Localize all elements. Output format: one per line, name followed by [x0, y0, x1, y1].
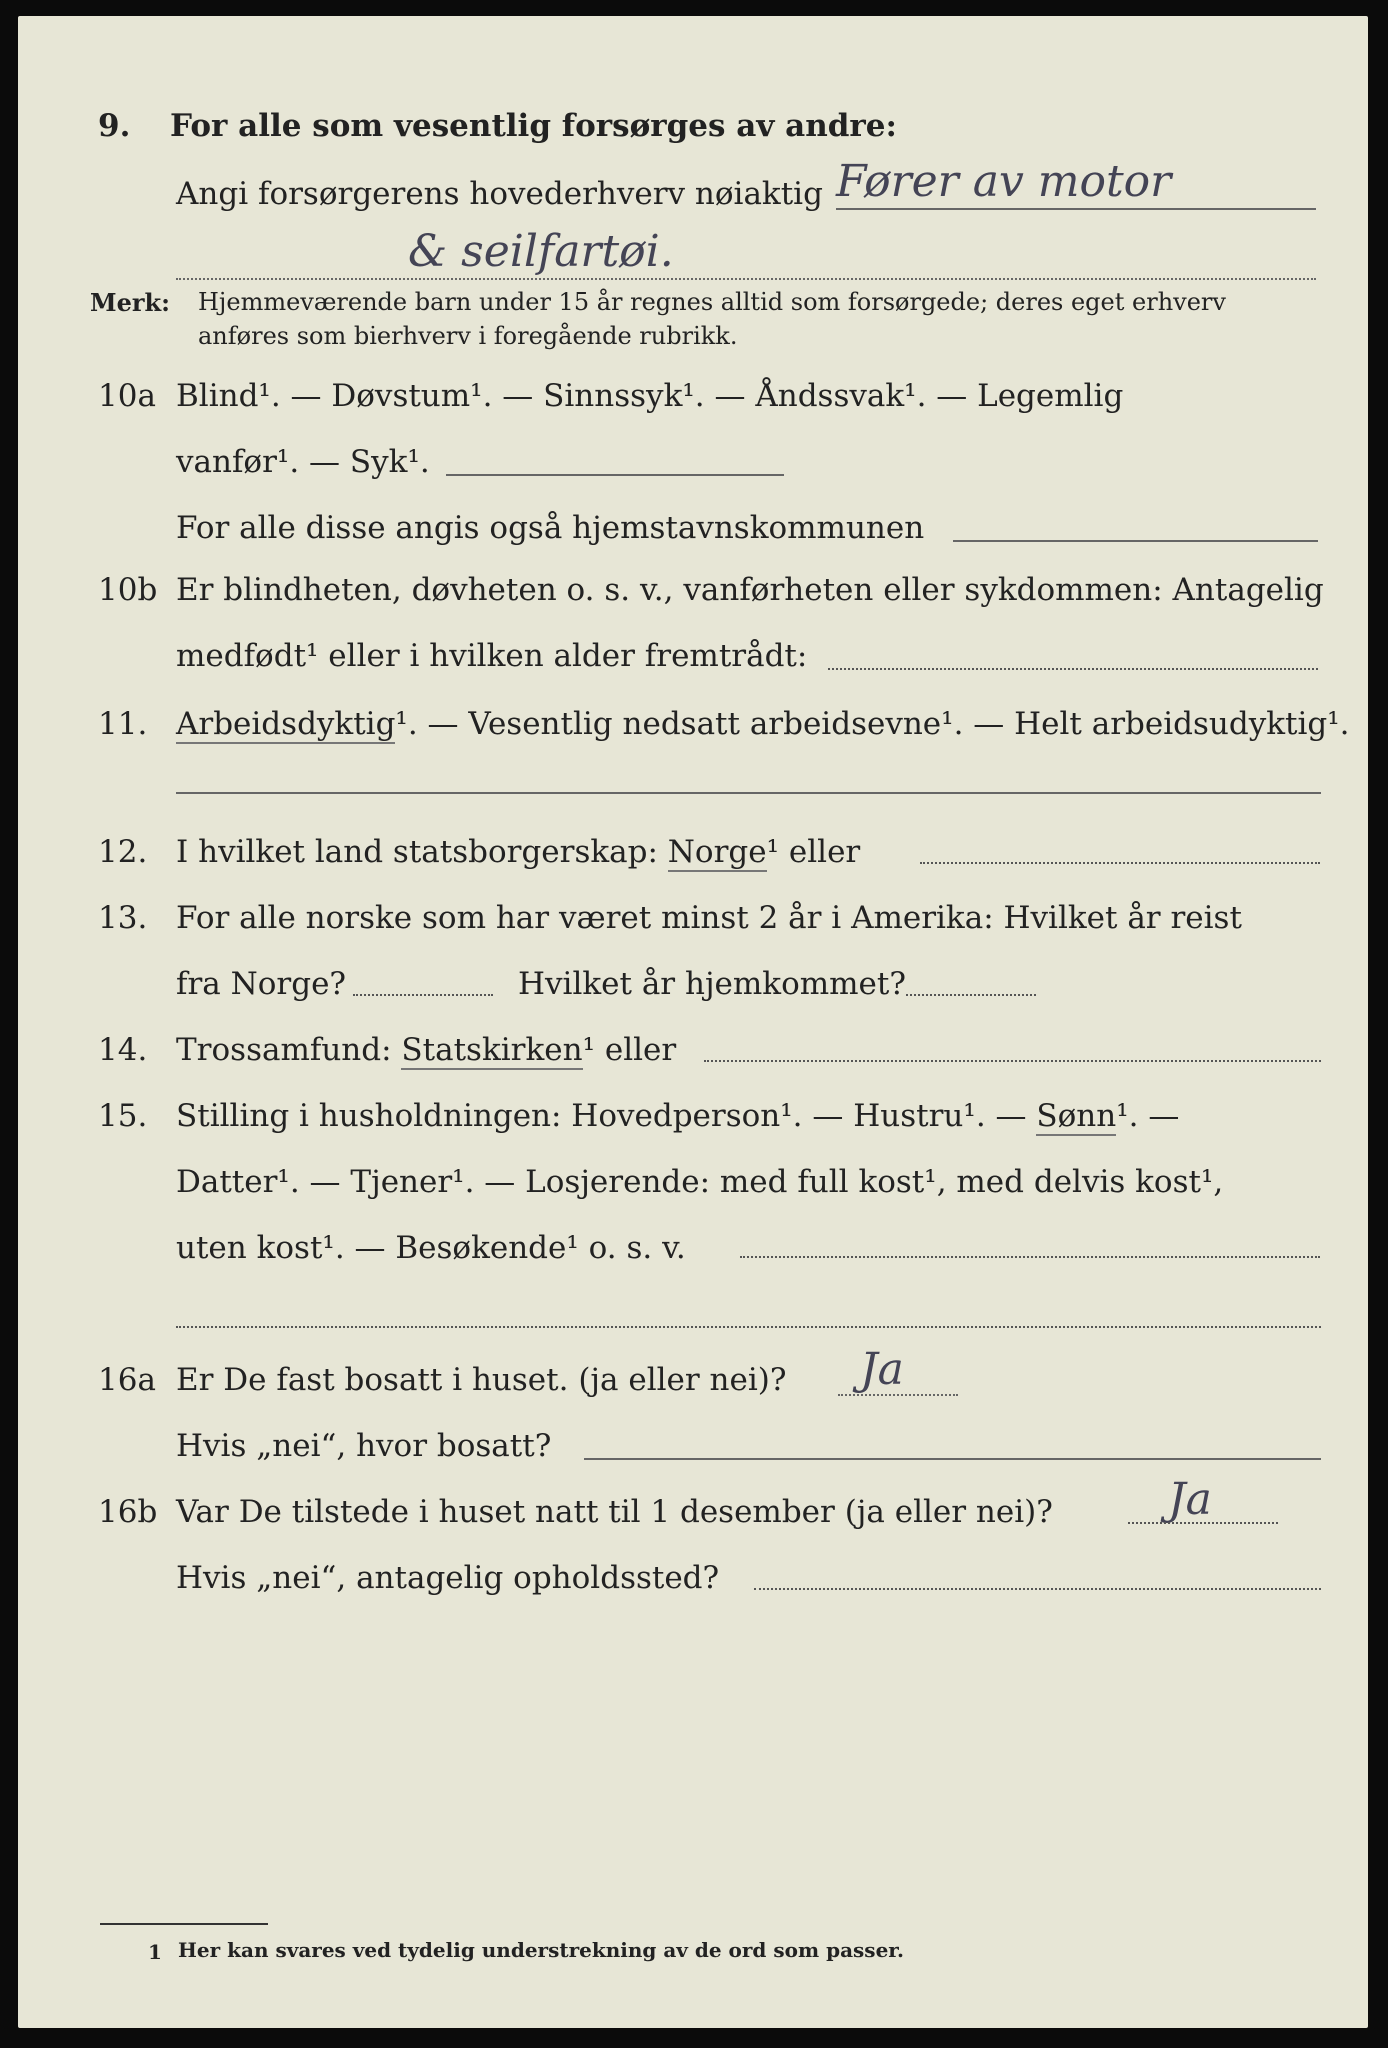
q16b-handwritten-answer: Ja	[1168, 1474, 1212, 1525]
q9-number: 9.	[98, 108, 131, 144]
q14-text	[176, 1032, 676, 1068]
q15-line-3: uten kost¹. — Besøkende¹ o. s. v.	[176, 1230, 686, 1266]
q14-rest: ¹ eller	[582, 1032, 677, 1068]
q15-line-1a: Stilling i husholdningen: Hovedperson¹. — Hustru¹. —	[176, 1098, 1027, 1134]
q16b-answer-line	[1128, 1522, 1278, 1524]
q14-number: 14.	[98, 1032, 148, 1068]
q9-handwritten-answer-2: & seilfartøi.	[408, 226, 674, 277]
q10b-answer-line	[828, 668, 1318, 670]
q10a-line-2: vanfør¹. — Syk¹.	[176, 444, 430, 480]
q12-number: 12.	[98, 834, 148, 870]
q15-number: 15.	[98, 1098, 148, 1134]
q16b-line-1: Var De tilstede i huset natt til 1 desember (ja eller nei)?	[176, 1494, 1053, 1530]
q16a-line-1: Er De fast bosatt i huset. (ja eller nei)?	[176, 1362, 787, 1398]
q15-line-1	[176, 1098, 1179, 1134]
merk-line-1: Hjemmeværende barn under 15 år regnes alltid som forsørgede; deres eget erhverv	[198, 288, 1226, 316]
q10a-line-1: Blind¹. — Døvstum¹. — Sinnssyk¹. — Åndssvak¹. — Legemlig	[176, 378, 1124, 414]
q12-underlined-option: Norge	[667, 834, 767, 870]
q15-line-1c: ¹. —	[1116, 1098, 1180, 1134]
q13-line-2b: Hvilket år hjemkommet?	[518, 966, 906, 1002]
q13-hjemkommet-line	[906, 994, 1036, 996]
q14-answer-line	[704, 1060, 1321, 1062]
q12-text	[176, 834, 860, 870]
q16a-number: 16a	[98, 1362, 156, 1398]
q11-text	[176, 706, 1350, 742]
q9-prompt: Angi forsørgerens hovederhverv nøiaktig	[176, 176, 823, 212]
q16b-number: 16b	[98, 1494, 158, 1530]
q9-heading: For alle som vesentlig forsørges av andre:	[170, 108, 897, 144]
q16b-opholdssted-line	[754, 1588, 1321, 1590]
q13-line-2a: fra Norge?	[176, 966, 347, 1002]
footnote-mark: 1	[148, 1940, 162, 1964]
q9-answer-line-2	[176, 278, 1316, 280]
q16a-line-2: Hvis „nei“, hvor bosatt?	[176, 1428, 552, 1464]
q9-answer-line-1	[836, 208, 1316, 210]
q13-number: 13.	[98, 900, 148, 936]
q9-handwritten-answer-1: Fører av motor	[836, 156, 1172, 207]
q12-answer-line	[920, 862, 1320, 864]
q15-answer-line	[740, 1256, 1320, 1258]
q10a-number: 10a	[98, 378, 156, 414]
q12-prompt: I hvilket land statsborgerskap:	[176, 834, 658, 870]
q16a-answer-line	[838, 1394, 958, 1396]
q10a-syk-line	[446, 474, 784, 476]
q16b-line-2: Hvis „nei“, antagelig opholdssted?	[176, 1560, 720, 1596]
q10b-line-2: medfødt¹ eller i hvilken alder fremtrådt:	[176, 638, 808, 674]
q13-line-1: For alle norske som har været minst 2 år i Amerika: Hvilket år reist	[176, 900, 1242, 936]
q16a-handwritten-answer: Ja	[860, 1344, 904, 1395]
q15-line-2: Datter¹. — Tjener¹. — Losjerende: med full kost¹, med delvis kost¹,	[176, 1164, 1224, 1200]
q14-prompt: Trossamfund:	[176, 1032, 392, 1068]
q10b-line-1: Er blindheten, døvheten o. s. v., vanførheten eller sykdommen: Antagelig	[176, 572, 1324, 608]
q15-underlined-option: Sønn	[1036, 1098, 1117, 1134]
merk-line-2: anføres som bierhverv i foregående rubrikk.	[198, 322, 738, 350]
q11-number: 11.	[98, 706, 148, 742]
footnote-text: Her kan svares ved tydelig understrekning av de ord som passer.	[178, 1938, 904, 1962]
q11-rest: ¹. — Vesentlig nedsatt arbeidsevne¹. — Helt arbeidsudyktig¹.	[395, 706, 1350, 742]
footnote-rule	[100, 1923, 268, 1925]
q10a-hjemstavn-line	[953, 540, 1318, 542]
q14-underlined-option: Statskirken	[401, 1032, 583, 1068]
q13-reist-line	[353, 994, 493, 996]
q10a-line-3: For alle disse angis også hjemstavnskommunen	[176, 510, 925, 546]
merk-label: Merk:	[90, 288, 170, 317]
q11-underlined-option: Arbeidsdyktig	[176, 706, 396, 742]
q15-answer-line-2	[176, 1326, 1321, 1328]
q16a-bosatt-line	[584, 1458, 1321, 1460]
q10b-number: 10b	[98, 572, 158, 608]
q11-answer-line	[176, 792, 1321, 794]
census-form-page	[18, 16, 1368, 2028]
q12-rest: ¹ eller	[766, 834, 861, 870]
